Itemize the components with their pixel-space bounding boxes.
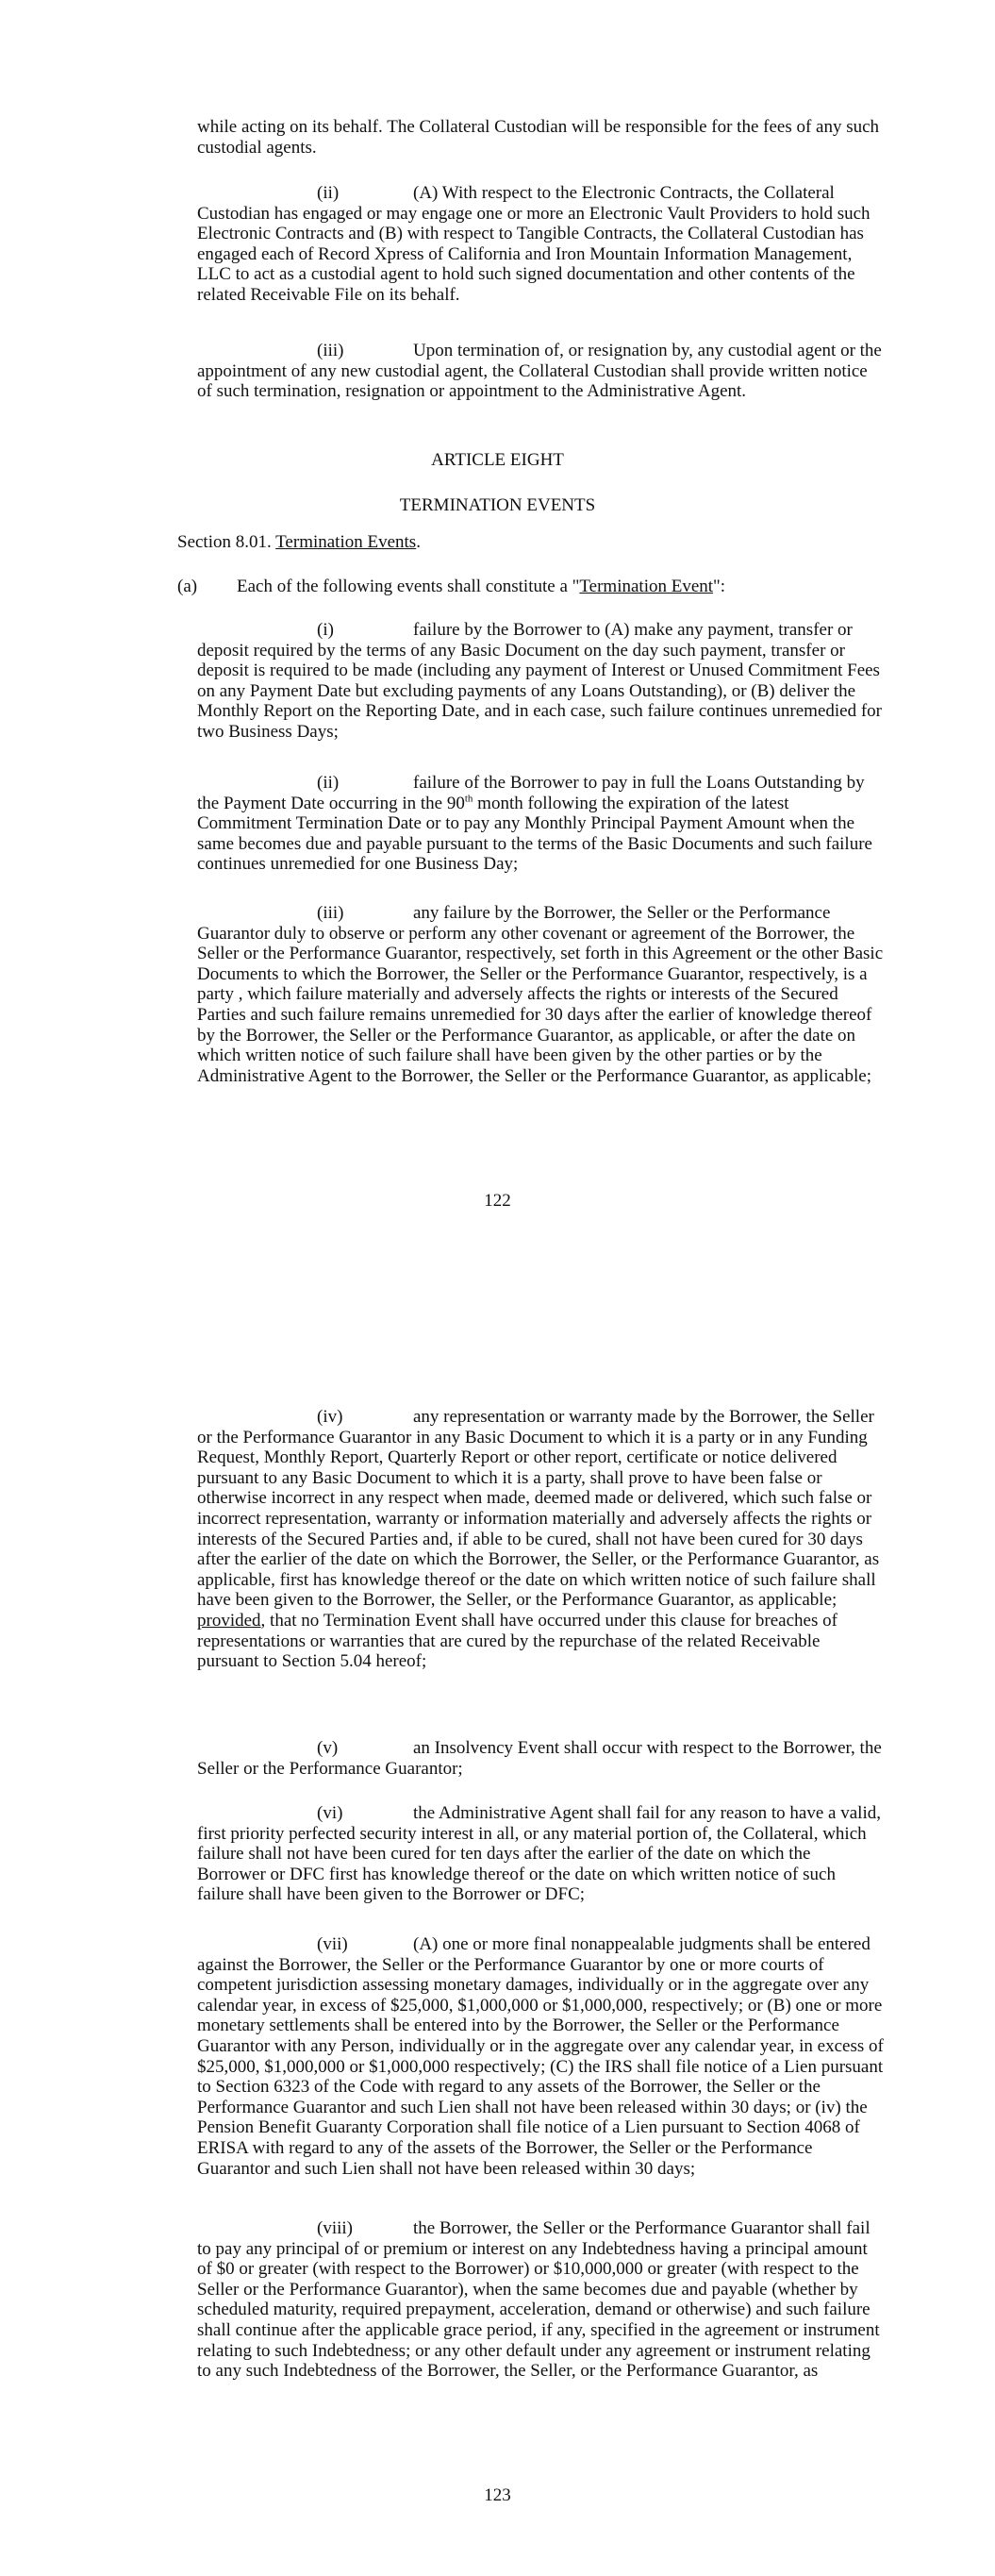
item-v-insolvency <box>197 1738 884 1779</box>
item-number: (viii) <box>317 2218 353 2238</box>
superscript: th <box>464 793 473 805</box>
item-number: (ii) <box>317 773 340 793</box>
item-text: an Insolvency Event shall occur with respect to the Borrower, the Seller or the Performance Guarantor; <box>197 1738 882 1779</box>
item-text: any failure by the Borrower, the Seller or the Performance Guarantor duly to observe or perform any other covenant or agreement of the Borrower, the Seller or the Performance Guarantor, respectively, set forth in this Agreement or the other Basic Documents to which the Borrower, the Seller or the Performance Guarantor, respectively, is a party , which failure materially and adversely affects the rights or interests of the Secured Parties and such failure remains unremedied for 30 days after the earlier of knowledge thereof by the Borrower, the Seller or the Performance Guarantor, as applicable, or after the date on which written notice of such failure shall have been given by the other parties or by the Administrative Agent to the Borrower, the Seller or the Performance Guarantor, as applicable; <box>197 903 884 1086</box>
item-number: (vii) <box>317 1934 348 1954</box>
item-viii-indebtedness <box>197 2218 884 2382</box>
paragraph-ii-electronic-contracts <box>197 183 884 306</box>
provided-term: provided <box>197 1610 261 1631</box>
item-ii-loans-outstanding <box>197 773 884 875</box>
document-page-123 <box>0 1264 995 2576</box>
item-text-after: month following the expiration of the latest Commitment Termination Date or to pay any Monthly Principal Payment Amount when the same becomes due and payable pursuant to the terms of the Basic Documents and such failure continues unremedied for one Business Day; <box>197 793 872 875</box>
clause-text-before: Each of the following events shall constitute a " <box>237 577 580 596</box>
clause-a <box>177 577 725 597</box>
item-number: (v) <box>317 1738 339 1758</box>
item-number: (iii) <box>317 341 344 360</box>
item-iii-covenant-failure <box>197 903 884 1086</box>
paragraph-text: Upon termination of, or resignation by, any custodial agent or the appointment of any new custodial agent, the Collateral Custodian shall provide written notice of such termination, resignation or appointment to the Administrative Agent. <box>197 341 882 402</box>
paragraph-text: (A) With respect to the Electronic Contracts, the Collateral Custodian has engaged or may engage one or more an Electronic Vault Providers to hold such Electronic Contracts and (B) with respect to Tangible Contracts, the Collateral Custodian has engaged each of Record Xpress of California and Iron Mountain Information Management, LLC to act as a custodial agent to hold such signed documentation and other contents of the related Receivable File on its behalf. <box>197 183 871 305</box>
section-title: Termination Events <box>275 532 417 552</box>
item-i-payment-failure <box>197 620 884 743</box>
item-iv-representation-warranty <box>197 1407 884 1672</box>
paragraph-iii-custodial-termination <box>197 341 884 402</box>
item-text: failure of the Borrower to pay in full the Loans Outstanding by the Payment Date occurring in the 90 <box>197 773 865 813</box>
clause-label: (a) <box>177 577 198 596</box>
page-number: 123 <box>484 2485 511 2505</box>
section-heading <box>177 532 421 553</box>
article-title: TERMINATION EVENTS <box>399 495 596 515</box>
article-heading: ARTICLE EIGHT <box>431 450 564 470</box>
item-text: the Administrative Agent shall fail for any reason to have a valid, first priority perfected security interest in all, or any material portion of, the Collateral, which failure shall not have been cured for ten days after the earlier of the date on which the Borrower or DFC first has knowledge thereof or the date on which written notice of such failure shall have been given to the Borrower or DFC; <box>197 1803 881 1905</box>
item-number: (iv) <box>317 1407 343 1427</box>
page-number: 122 <box>484 1191 511 1211</box>
item-text: (A) one or more final nonappealable judgments shall be entered against the Borrower, the Seller or the Performance Guarantor by one or more courts of competent jurisdiction assessing monetary damages, individually or in the aggregate over any calendar year, in excess of $25,000, $1,000,000 or $1,000,000, respectively; or (B) one or more monetary settlements shall be entered into by the Borrower, the Seller or the Performance Guarantor with any Person, individually or in the aggregate over any calendar year, in excess of $25,000, $1,000,000 or $1,000,000 respectively; (C) the IRS shall file notice of a Lien pursuant to Section 6323 of the Code with regard to any assets of the Borrower, the Seller or the Performance Guarantor and such Lien shall not have been released within 30 days; or (iv) the Pension Benefit Guaranty Corporation shall file notice of a Lien pursuant to Section 4068 of ERISA with regard to any of the assets of the Borrower, the Seller or the Performance Guarantor and such Lien shall not have been released within 30 days; <box>197 1934 884 2179</box>
item-number: (vi) <box>317 1803 343 1823</box>
document-page-122 <box>0 0 995 1264</box>
paragraph-text: while acting on its behalf. The Collateral Custodian will be responsible for the fees of any such custodial agents. <box>197 117 880 158</box>
item-vii-judgments <box>197 1934 884 2179</box>
defined-term: Termination Event <box>579 577 714 596</box>
item-vi-security-interest <box>197 1803 884 1905</box>
paragraph-custodial-fees <box>197 117 884 158</box>
item-text: any representation or warranty made by the Borrower, the Seller or the Performance Guarantor in any Basic Document to which it is a party or in any Funding Request, Monthly Report, Quarterly Report or other report, certificate or notice delivered pursuant to any Basic Document to which it is a party, shall prove to have been false or otherwise incorrect in any respect when made, deemed made or delivered, which such false or incorrect representation, warranty or information materially and adversely affects the rights or interests of the Secured Parties and, if able to be cured, shall not have been cured for 30 days after the earlier of the date on which the Borrower, the Seller, or the Performance Guarantor, as applicable, first has knowledge thereof or the date on which written notice of such failure shall have been given to the Borrower, the Seller, or the Performance Guarantor, as applicable; <box>197 1407 880 1611</box>
item-text: the Borrower, the Seller or the Performance Guarantor shall fail to pay any principal of or premium or interest on any Indebtedness having a principal amount of $0 or greater (with respect to the Borrower) or $10,000,000 or greater (with respect to the Seller or the Performance Guarantor), when the same becomes due and payable (whether by scheduled maturity, required prepayment, acceleration, demand or otherwise) and such failure shall continue after the applicable grace period, if any, specified in the agreement or instrument relating to such Indebtedness; or any other default under any agreement or instrument relating to any such Indebtedness of the Borrower, the Seller, or the Performance Guarantor, as <box>197 2218 880 2382</box>
item-number: (iii) <box>317 903 344 923</box>
section-suffix: . <box>416 532 421 552</box>
clause-text-after: ": <box>713 577 726 596</box>
item-text: failure by the Borrower to (A) make any payment, transfer or deposit required by the terms of any Basic Document on the day such payment, transfer or deposit is required to be made (including any payment of Interest or Unused Commitment Fees on any Payment Date but excluding payments of any Loans Outstanding), or (B) deliver the Monthly Report on the Reporting Date, and in each case, such failure continues unremedied for two Business Days; <box>197 620 882 742</box>
item-number: (i) <box>317 620 334 640</box>
item-number: (ii) <box>317 183 340 203</box>
item-text-after: , that no Termination Event shall have occurred under this clause for breaches of representations or warranties that are cured by the repurchase of the related Receivable pursuant to Section 5.04 hereof; <box>197 1610 837 1672</box>
section-prefix: Section 8.01. <box>177 532 276 552</box>
